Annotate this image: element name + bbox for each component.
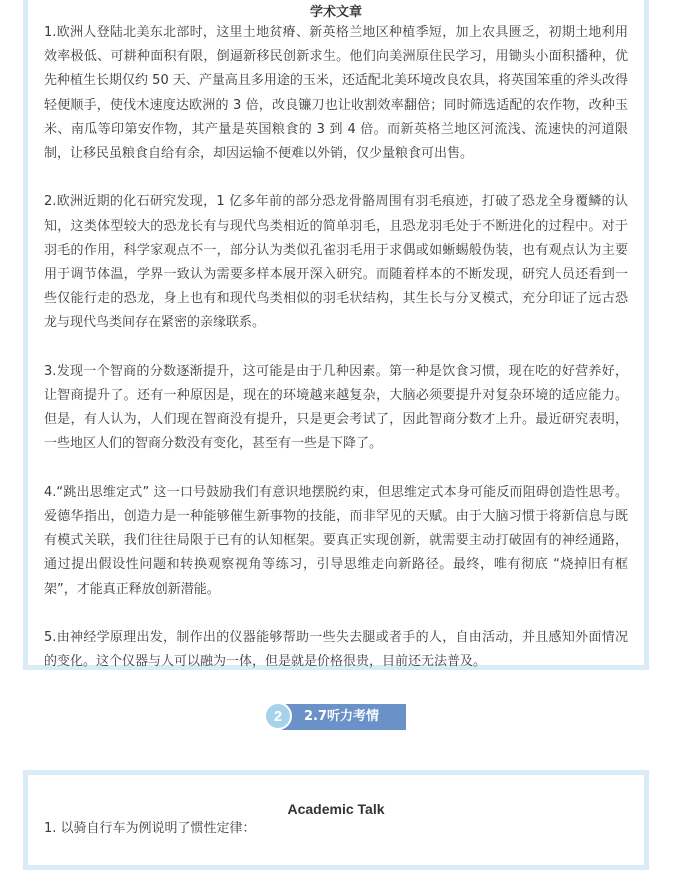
talk-item-1: 1. 以骑自行车为例说明了惯性定律： — [44, 821, 256, 836]
article-paragraph-4: 4.“跳出思维定式” 这一口号鼓励我们有意识地摆脱约束，但思维定式本身可能反而阻碍创造性思考。爱德华指出，创造力是一种能够催生新事物的技能，而非罕见的天赋。由于大脑习惯于将新信息与既有模式关联，我们往往局限于已有的认知框架。要真正实现创新，就需要主动打破固有的神经通路，通过提出假设性问题和转换观察视角等练习，引导思维走向新路径。最终，唯有彻底 “烧掉旧有框架”，才能真正释放创新潜能。 — [44, 484, 628, 597]
article-paragraph-1: 1.欧洲人登陆北美东北部时，这里土地贫瘠、新英格兰地区种植季短，加上农具匮乏，初期土地利用效率极低、可耕种面积有限，倒逼新移民创新求生。他们向美洲原住民学习，用锄头小面积播种，优先种植生长期仅约 50 天、产量高且多用途的玉米，还适配北美环境改良农具，将英国笨重的斧头改得轻便顺手，使伐木速度达欧洲的 3 倍，改良镰刀也让收割效率翻倍；同时筛选适配的农作物，改种玉米、南瓜等印第安作物，其产量是英国粮食的 3 到 4 倍。而新英格兰地区河流浅、流速快的河道限制，让移民虽粮食自给有余，却因运输不便难以外销，仅少量粮食可出售。 — [44, 25, 628, 162]
paragraph-gap — [44, 166, 628, 190]
article-paragraph-3: 3.发现一个智商的分数逐渐提升，这可能是由于几种因素。第一种是饮食习惯，现在吃的好营养好，让智商提升了。还有一种原因是，现在的环境越来越复杂，大脑必须要提升对复杂环境的适应能力。但是，有人认为，人们现在智商没有提升，只是更会考试了，因此智商分数才上升。最近研究表明，一些地区人们的智商分数没有变化，甚至有一些是下降了。 — [44, 363, 628, 452]
academic-article-card — [23, 0, 649, 670]
section-number-badge: 2 — [264, 702, 292, 730]
section-banner — [264, 702, 412, 732]
article-paragraph-5: 5.由神经学原理出发，制作出的仪器能够帮助一些失去腿或者手的人，自由活动，并且感知外面情况的变化。这个仪器与人可以融为一体，但是就是价格很贵，目前还无法普及。 — [44, 630, 628, 670]
paragraph-gap — [44, 457, 628, 481]
paragraph-gap — [44, 336, 628, 360]
section-label: 2.7听力考情 — [304, 709, 380, 724]
paragraph-gap — [44, 602, 628, 626]
academic-talk-card — [23, 770, 649, 870]
talk-title: Academic Talk — [287, 801, 385, 817]
article-title: 学术文章 — [309, 5, 362, 20]
article-paragraph-2: 2.欧洲近期的化石研究发现，1 亿多年前的部分恐龙骨骼周围有羽毛痕迹，打破了恐龙全身覆鳞的认知，这类体型较大的恐龙长有与现代鸟类相近的简单羽毛，且恐龙羽毛处于不断进化的过程中。对于羽毛的作用，科学家观点不一，部分认为类似孔雀羽毛用于求偶或如蜥蜴般伪装，也有观点认为主要用于调节体温，学界一致认为需要多样本展开深入研究。而随着样本的不断发现，研究人员还看到一些仅能行走的恐龙，身上也有和现代鸟类相似的羽毛状结构，其生长与分叉模式，充分印证了远古恐龙与现代鸟类间存在紧密的亲缘联系。 — [44, 194, 628, 331]
